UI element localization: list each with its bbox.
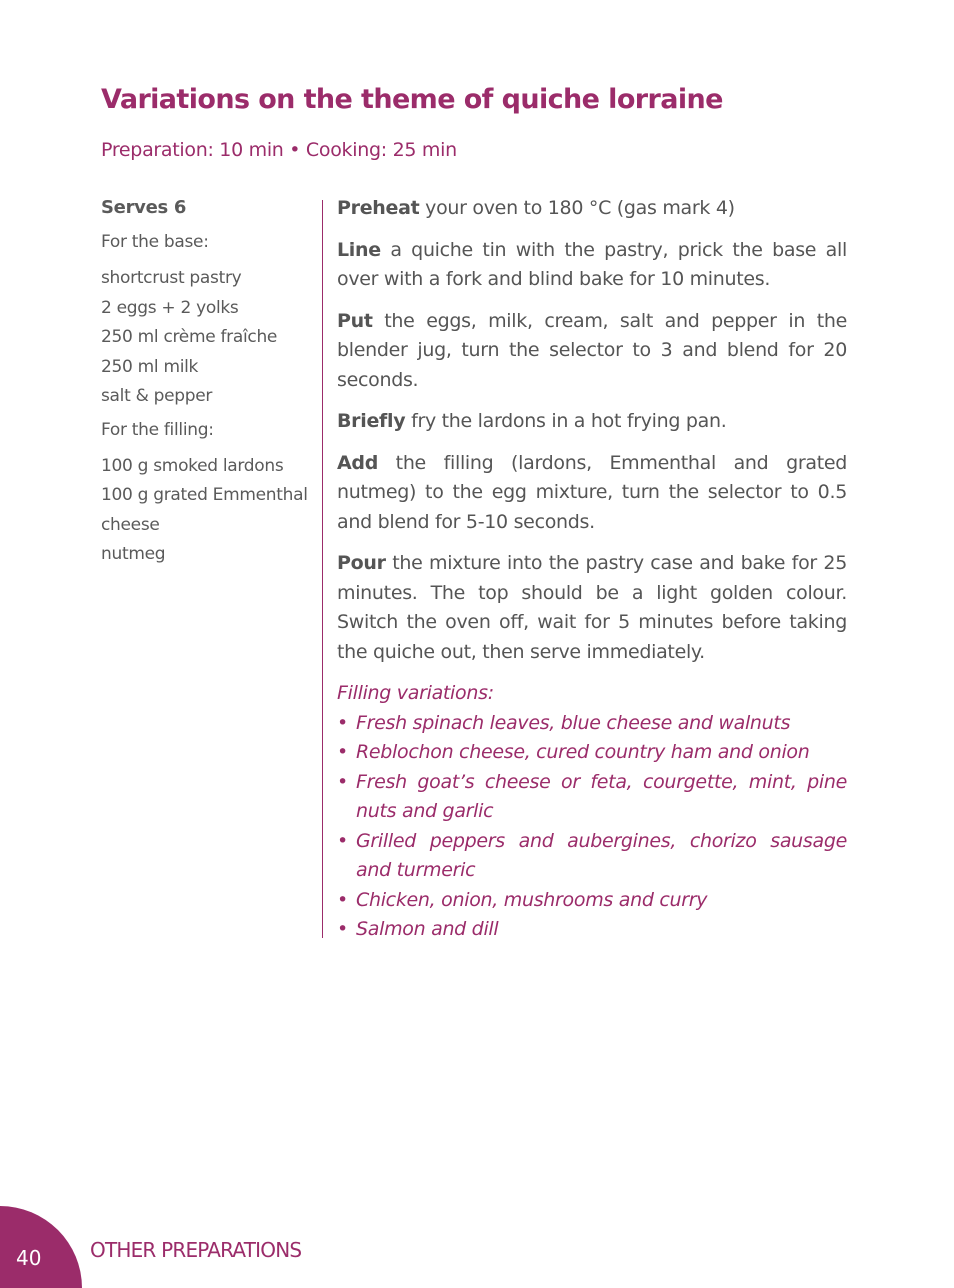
base-label: For the base:: [101, 232, 209, 252]
variation-item: [337, 738, 847, 768]
bullet-icon: •: [337, 888, 348, 911]
variation-text: Grilled peppers and aubergines, chorizo sausage and turmeric: [356, 829, 847, 881]
step-text: your oven to 180 °C (gas mark 4): [419, 197, 735, 219]
method-step: [337, 449, 847, 538]
variation-item: [337, 709, 847, 739]
ingredient-item: 250 ml milk: [101, 356, 199, 377]
variation-text: Reblochon cheese, cured country ham and onion: [356, 741, 810, 763]
ingredient-item: cheese: [101, 514, 160, 535]
filling-variations: [337, 679, 847, 945]
method-step: [337, 307, 847, 396]
method-step: [337, 236, 847, 295]
filling-ingredient-list: [101, 452, 311, 570]
ingredient-item: 2 eggs + 2 yolks: [101, 297, 239, 318]
variation-text: Fresh goat’s cheese or feta, courgette, mint, pine nuts and garlic: [356, 770, 847, 822]
step-verb: Line: [337, 238, 381, 261]
variations-list: [337, 709, 847, 945]
bullet-icon: •: [337, 918, 348, 940]
page-number: 40: [16, 1246, 42, 1270]
variation-item: [337, 827, 847, 886]
variation-text: Chicken, onion, mushrooms and curry: [356, 888, 708, 911]
bullet-icon: •: [337, 741, 348, 763]
ingredient-item: 250 ml crème fraîche: [101, 327, 278, 347]
method-step: [337, 407, 847, 437]
step-text: the filling (lardons, Emmenthal and grated nutmeg) to the egg mixture, turn the selector to 0.5 and blend for 5-10 seconds.: [337, 451, 847, 533]
step-verb: Briefly: [337, 410, 406, 432]
method-column: [337, 194, 847, 945]
step-text: a quiche tin with the pastry, prick the base all over with a fork and blind bake for 10 minutes.: [337, 238, 847, 290]
variation-item: [337, 768, 847, 827]
variation-text: Salmon and dill: [356, 918, 499, 940]
step-text: fry the lardons in a hot frying pan.: [405, 410, 727, 432]
variation-item: [337, 886, 847, 916]
step-verb: Pour: [337, 552, 386, 574]
recipe-timing: Preparation: 10 min • Cooking: 25 min: [101, 139, 457, 161]
ingredient-item: nutmeg: [101, 544, 166, 564]
column-divider: [322, 200, 323, 938]
recipe-title: Variations on the theme of quiche lorraine: [101, 84, 723, 115]
variation-item: [337, 915, 847, 945]
section-footer: OTHER PREPARATIONS: [90, 1238, 302, 1262]
step-text: the eggs, milk, cream, salt and pepper in the blender jug, turn the selector to 3 and blend for 20 seconds.: [337, 309, 847, 391]
ingredient-item: 100 g grated Emmenthal: [101, 485, 308, 505]
base-ingredient-list: [101, 264, 311, 412]
variation-text: Fresh spinach leaves, blue cheese and walnuts: [356, 711, 791, 734]
ingredients-column: [101, 196, 311, 576]
bullet-icon: •: [337, 829, 348, 852]
variations-heading: Filling variations:: [337, 682, 494, 704]
step-text: the mixture into the pastry case and bake for 25 minutes. The top should be a light golden colour. Switch the oven off, wait for 5 minutes before taking the quiche out, then serve immediately.: [337, 552, 847, 663]
method-step: [337, 194, 847, 224]
method-step: [337, 549, 847, 667]
step-verb: Add: [337, 451, 379, 474]
bullet-icon: •: [337, 711, 348, 734]
filling-label: For the filling:: [101, 419, 214, 440]
bullet-icon: •: [337, 770, 348, 793]
ingredient-item: shortcrust pastry: [101, 268, 242, 288]
serves-label: Serves 6: [101, 197, 187, 218]
step-verb: Preheat: [337, 197, 420, 219]
ingredient-item: 100 g smoked lardons: [101, 455, 284, 476]
step-verb: Put: [337, 309, 373, 332]
ingredient-item: salt & pepper: [101, 386, 213, 406]
